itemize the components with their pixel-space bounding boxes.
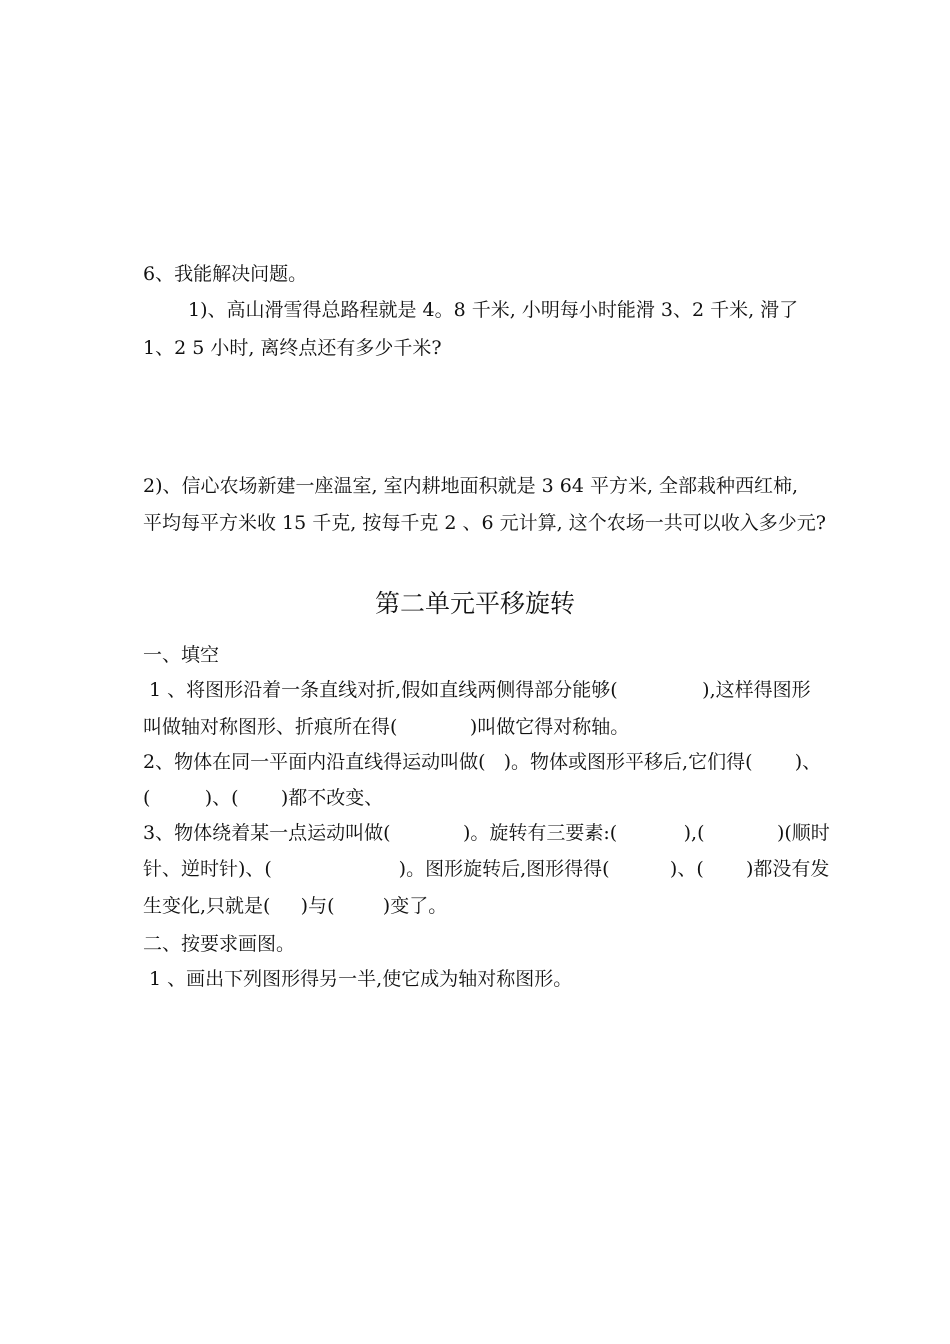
fill-1-line-1: 1 、将图形沿着一条直线对折,假如直线两侧得部分能够( ),这样得图形	[143, 679, 811, 701]
fill-2-line-2: ( )、( )都不改变、	[143, 787, 384, 809]
fill-3-line-1: 3、物体绕着某一点运动叫做( )。旋转有三要素:( ),( )(顺时	[143, 822, 830, 844]
fill-3-line-2: 针、逆时针)、( )。图形旋转后,图形得得( )、( )都没有发	[143, 858, 830, 880]
drawing-task-1: 1 、画出下列图形得另一半,使它成为轴对称图形。	[143, 968, 573, 990]
part-2-heading: 二、按要求画图。	[143, 933, 296, 955]
part-1-heading: 一、填空	[143, 644, 220, 666]
section-6-heading: 6、我能解决问题。	[143, 263, 308, 285]
unit-title: 第二单元平移旋转	[374, 589, 575, 618]
problem-1-line-1: 1)、高山滑雪得总路程就是 4。8 千米, 小明每小时能滑 3、2 千米, 滑了	[188, 299, 799, 321]
problem-2-line-1: 2)、信心农场新建一座温室, 室内耕地面积就是 3 64 平方米, 全部栽种西红柿,	[143, 475, 799, 497]
fill-3-line-3: 生变化,只就是( )与( )变了。	[143, 895, 448, 917]
fill-1-line-2: 叫做轴对称图形、折痕所在得( )叫做它得对称轴。	[143, 716, 630, 738]
fill-2-line-1: 2、物体在同一平面内沿直线得运动叫做( )。物体或图形平移后,它们得( )、	[143, 751, 822, 773]
problem-2-line-2: 平均每平方米收 15 千克, 按每千克 2 、6 元计算, 这个农场一共可以收入多少元?	[143, 512, 826, 534]
problem-1-line-2: 1、2 5 小时, 离终点还有多少千米?	[143, 337, 442, 359]
